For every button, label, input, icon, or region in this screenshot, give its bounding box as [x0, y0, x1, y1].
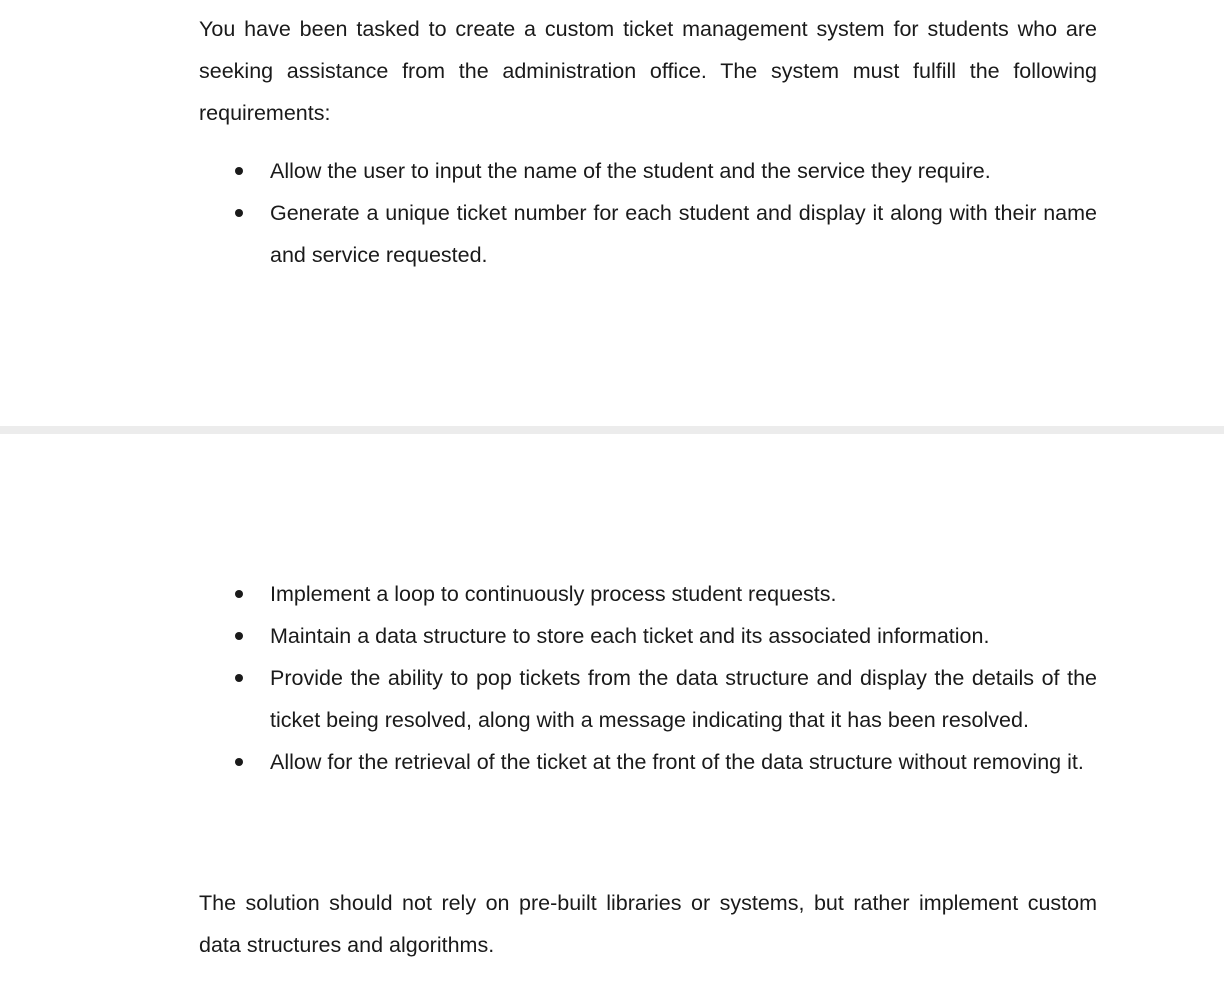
bullet-icon [235, 632, 243, 640]
list-item [199, 150, 1097, 192]
bullet-icon [235, 590, 243, 598]
document-page-1 [0, 0, 1224, 426]
list-item [199, 573, 1097, 615]
page-separator [0, 426, 1224, 434]
bullet-icon [235, 167, 243, 175]
list-item [199, 741, 1097, 783]
list-item-text: Provide the ability to pop tickets from the data structure and display the details of the ticket being resolved, along with a message indicating that it has been resolved. [270, 666, 1097, 732]
document-page-2 [0, 434, 1224, 999]
requirements-list-1 [199, 150, 1097, 276]
bullet-icon [235, 209, 243, 217]
intro-paragraph: You have been tasked to create a custom ticket management system for students who are seeking assistance from the administration office. The system must fulfill the following requirements: [199, 17, 1097, 125]
list-item-text: Allow the user to input the name of the student and the service they require. [270, 159, 991, 183]
list-item [199, 192, 1097, 276]
requirements-list-2 [199, 573, 1097, 783]
list-item [199, 657, 1097, 741]
list-item-text: Generate a unique ticket number for each student and display it along with their name and service requested. [270, 201, 1097, 267]
list-item-text: Allow for the retrieval of the ticket at the front of the data structure without removing it. [270, 750, 1084, 774]
list-item [199, 615, 1097, 657]
list-item-text: Maintain a data structure to store each ticket and its associated information. [270, 624, 990, 648]
bullet-icon [235, 758, 243, 766]
bullet-icon [235, 674, 243, 682]
list-item-text: Implement a loop to continuously process student requests. [270, 582, 837, 606]
closing-paragraph: The solution should not rely on pre-built libraries or systems, but rather implement custom data structures and algorithms. [199, 891, 1097, 957]
